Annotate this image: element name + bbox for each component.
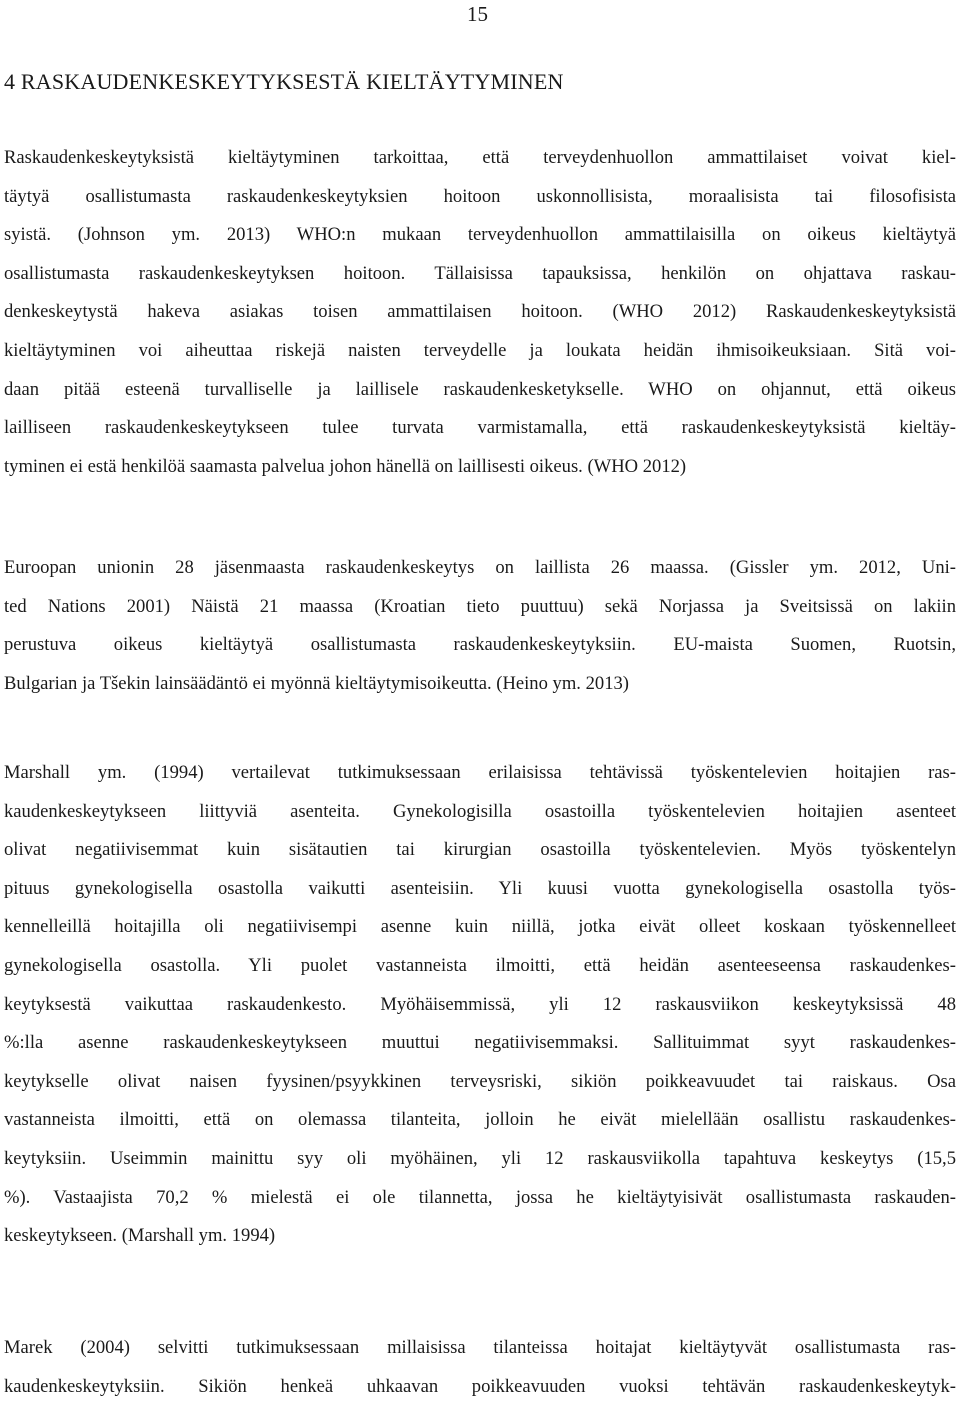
paragraph-4 xyxy=(4,1334,956,1411)
paragraph-line: olivat negatiivisemmat kuin sisätautien tai kirurgian osastoilla työskentelevien. Myös työskentelyn xyxy=(4,839,956,861)
chapter-heading: 4 RASKAUDENKESKEYTYKSESTÄ KIELTÄYTYMINEN xyxy=(4,69,564,94)
paragraph-line: Marshall ym. (1994) vertailevat tutkimuksessaan erilaisissa tehtävissä työskentelevien hoitajien ras- xyxy=(4,762,956,783)
paragraph-line: %). Vastaajista 70,2 % mielestä ei ole tilannetta, jossa he kieltäytyisivät osallistumasta raskauden- xyxy=(4,1186,956,1208)
paragraph-line: keytyksestä vaikuttaa raskaudenkesto. Myöhäisemmissä, yli 12 raskausviikon keskeytyksissä 48 xyxy=(4,993,956,1015)
paragraph-line: perustuva oikeus kieltäytyä osallistumasta raskaudenkeskeytyksiin. EU-maista Suomen, Ruotsin, xyxy=(4,634,956,656)
paragraph-2 xyxy=(4,554,956,708)
paragraph-line: denkeskeytystä hakeva asiakas toisen ammattilaisen hoitoon. (WHO 2012) Raskaudenkeskeytyksistä xyxy=(4,301,956,323)
paragraph-line: osallistumasta raskaudenkeskeytyksen hoitoon. Tällaisissa tapauksissa, henkilön on ohjattava raskau- xyxy=(4,262,956,284)
paragraph-line: pituus gynekologisella osastolla vaikutti asenteisiin. Yli kuusi vuotta gynekologisella osastolla työs- xyxy=(4,877,956,899)
paragraph-line: täytyä osallistumasta raskaudenkeskeytyksien hoitoon uskonnollisista, moraalisista tai filosofisista xyxy=(4,185,956,207)
paragraph-1 xyxy=(4,144,956,491)
paragraph-line: kaudenkeskeytykseen liittyviä asenteita. Gynekologisilla osastoilla työskentelevien hoitajien asenteet xyxy=(4,800,956,822)
paragraph-line: vastanneista ilmoitti, että on olemassa tilanteita, jolloin he eivät mielellään osallistu raskaudenkes- xyxy=(4,1109,956,1131)
paragraph-line: Euroopan unionin 28 jäsenmaasta raskaudenkeskeytys on laillista 26 maassa. (Gissler ym. 2012, Uni- xyxy=(4,557,956,578)
paragraph-line: lailliseen raskaudenkeskeytykseen tulee turvata varmistamalla, että raskaudenkeskeytyksistä kieltäy- xyxy=(4,417,956,439)
paragraph-line: ted Nations 2001) Näistä 21 maassa (Kroatian tieto puuttuu) sekä Norjassa ja Sveitsissä on lakiin xyxy=(4,595,956,617)
paragraph-line: gynekologisella osastolla. Yli puolet vastanneista ilmoitti, että heidän asenteeseensa raskaudenkes- xyxy=(4,954,956,976)
paragraph-line: %:lla asenne raskaudenkeskeytykseen muuttui negatiivisemmaksi. Sallituimmat syyt raskaudenkes- xyxy=(4,1032,956,1054)
page-number: 15 xyxy=(467,2,488,26)
paragraph-line: syistä. (Johnson ym. 2013) WHO:n mukaan terveydenhuollon ammattilaisilla on oikeus kieltäytyä xyxy=(4,224,956,246)
paragraph-line: daan pitää esteenä turvalliselle ja laillisele raskaudenkesketykselle. WHO on ohjannut, että oikeus xyxy=(4,378,956,400)
paragraph-line: Raskaudenkeskeytyksistä kieltäytyminen tarkoittaa, että terveydenhuollon ammattilaiset voivat kiel- xyxy=(4,147,956,168)
paragraph-3 xyxy=(4,759,956,1261)
paragraph-line: kaudenkeskeytyksiin. Sikiön henkeä uhkaavan poikkeavuuden vuoksi tehtävän raskaudenkeskeytyk- xyxy=(4,1375,956,1397)
paragraph-line: keskeytykseen. (Marshall ym. 1994) xyxy=(4,1225,276,1247)
paragraph-line: keytykselle olivat naisen fyysinen/psyykkinen terveysriski, sikiön poikkeavuudet tai raiskaus. Osa xyxy=(4,1070,956,1092)
paragraph-line: Bulgarian ja Tšekin lainsäädäntö ei myönnä kieltäytymisoikeutta. (Heino ym. 2013) xyxy=(4,672,629,694)
paragraph-line: Marek (2004) selvitti tutkimuksessaan millaisissa tilanteissa hoitajat kieltäytyvät osallistumasta ras- xyxy=(4,1337,956,1358)
paragraph-line: tyminen ei estä henkilöä saamasta palvelua johon hänellä on laillisesti oikeus. (WHO 2012) xyxy=(4,455,687,477)
paragraph-line: keytyksiin. Useimmin mainittu syy oli myöhäinen, yli 12 raskausviikolla tapahtuva keskeytys (15,5 xyxy=(4,1147,956,1169)
paragraph-line: kieltäytyminen voi aiheuttaa riskejä naisten terveydelle ja loukata heidän ihmisoikeuksiaan. Sitä voi- xyxy=(4,339,956,361)
paragraph-line: kennelleillä hoitajilla oli negatiivisempi asenne kuin niillä, jotka eivät olleet koskaan työskennelleet xyxy=(4,916,956,938)
